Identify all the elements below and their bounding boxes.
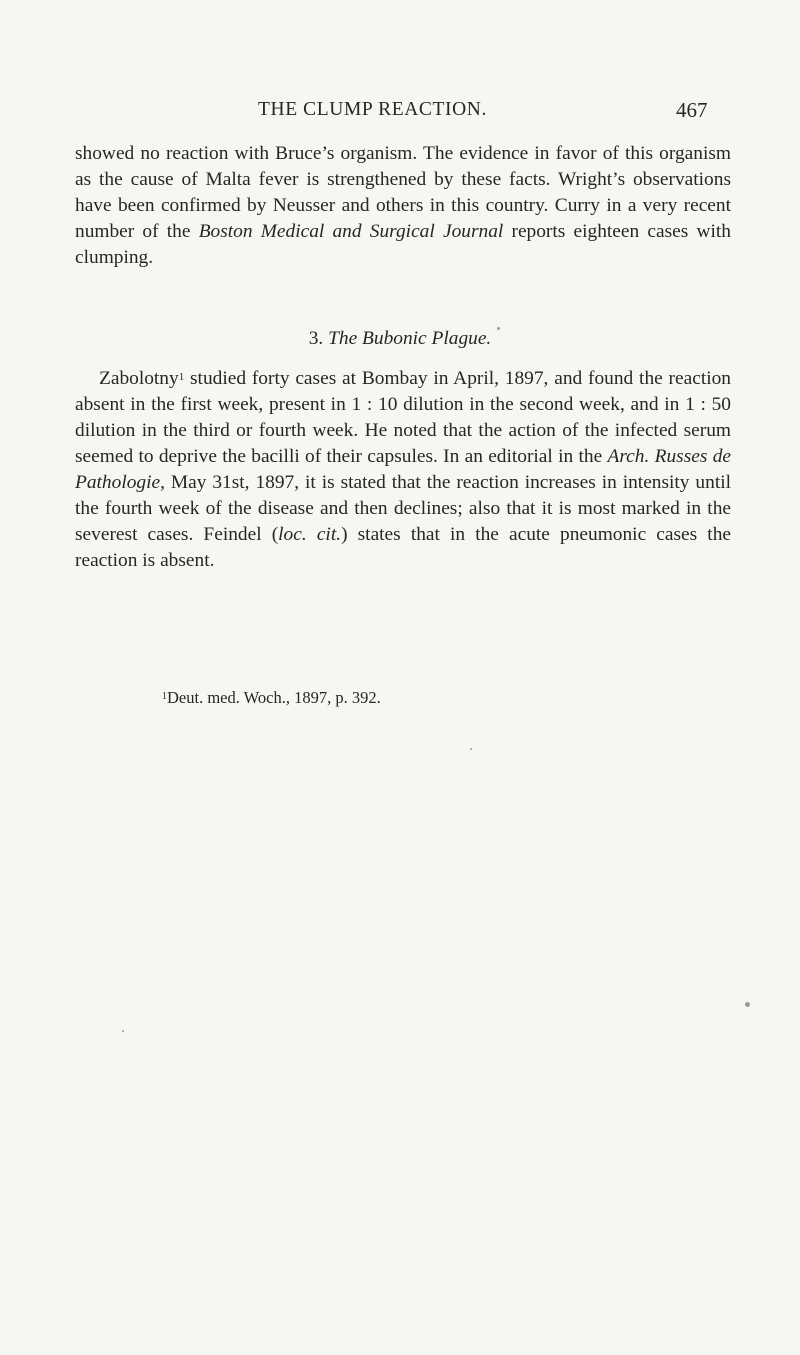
paper-speck xyxy=(497,327,500,330)
section-heading xyxy=(0,326,800,352)
paragraph-text: ) states that in the acute pneumonic cases the reaction is absent. xyxy=(75,524,731,571)
page-number: 467 xyxy=(676,98,708,122)
paper-speck xyxy=(122,1030,124,1032)
paragraph-text: reports eighteen cases with clumping. xyxy=(75,221,731,268)
journal-title: Boston Medical and Surgical Journal xyxy=(198,221,504,242)
paragraph-text: Zabolotny xyxy=(99,368,179,389)
footnote-text: Deut. med. Woch., 1897, p. 392. xyxy=(167,688,381,707)
journal-title: Arch. Russes de Pathologie, xyxy=(75,446,731,493)
footnote-reference: 1 xyxy=(178,371,185,383)
running-head xyxy=(0,93,800,127)
paragraph-malta-fever xyxy=(75,141,731,271)
paragraph-bubonic-plague xyxy=(75,366,731,574)
paragraph-text: May 31st, 1897, it is stated that the reaction increases in intensity until the fourth week of the disease and then declines; also that it is most marked in the severest cases. Feindel ( xyxy=(75,472,731,545)
footnote-marker: 1 xyxy=(162,691,167,702)
footnote xyxy=(162,687,381,709)
paragraph-text: showed no reaction with Bruce’s organism. The evidence in favor of this organism as the cause of Malta fever is strengthened by these facts. Wright’s observations have been confirmed by Neusser and others in this country. Curry in a very recent number of the xyxy=(75,143,731,242)
citation-abbreviation: loc. cit. xyxy=(278,524,342,545)
section-number: 3. xyxy=(308,328,324,349)
paper-speck xyxy=(470,748,472,750)
paper-speck xyxy=(745,1002,750,1007)
section-title: The Bubonic Plague. xyxy=(328,328,492,349)
running-title: THE CLUMP REACTION. xyxy=(258,99,487,120)
paragraph-text: studied forty cases at Bombay in April, 1897, and found the reaction absent in the first week, present in 1 : 10 dilution in the second week, and in 1 : 50 dilution in the third or fourth week. He noted that the action of the infected serum seemed to deprive the bacilli of their capsules. In an editorial in the xyxy=(75,368,731,467)
